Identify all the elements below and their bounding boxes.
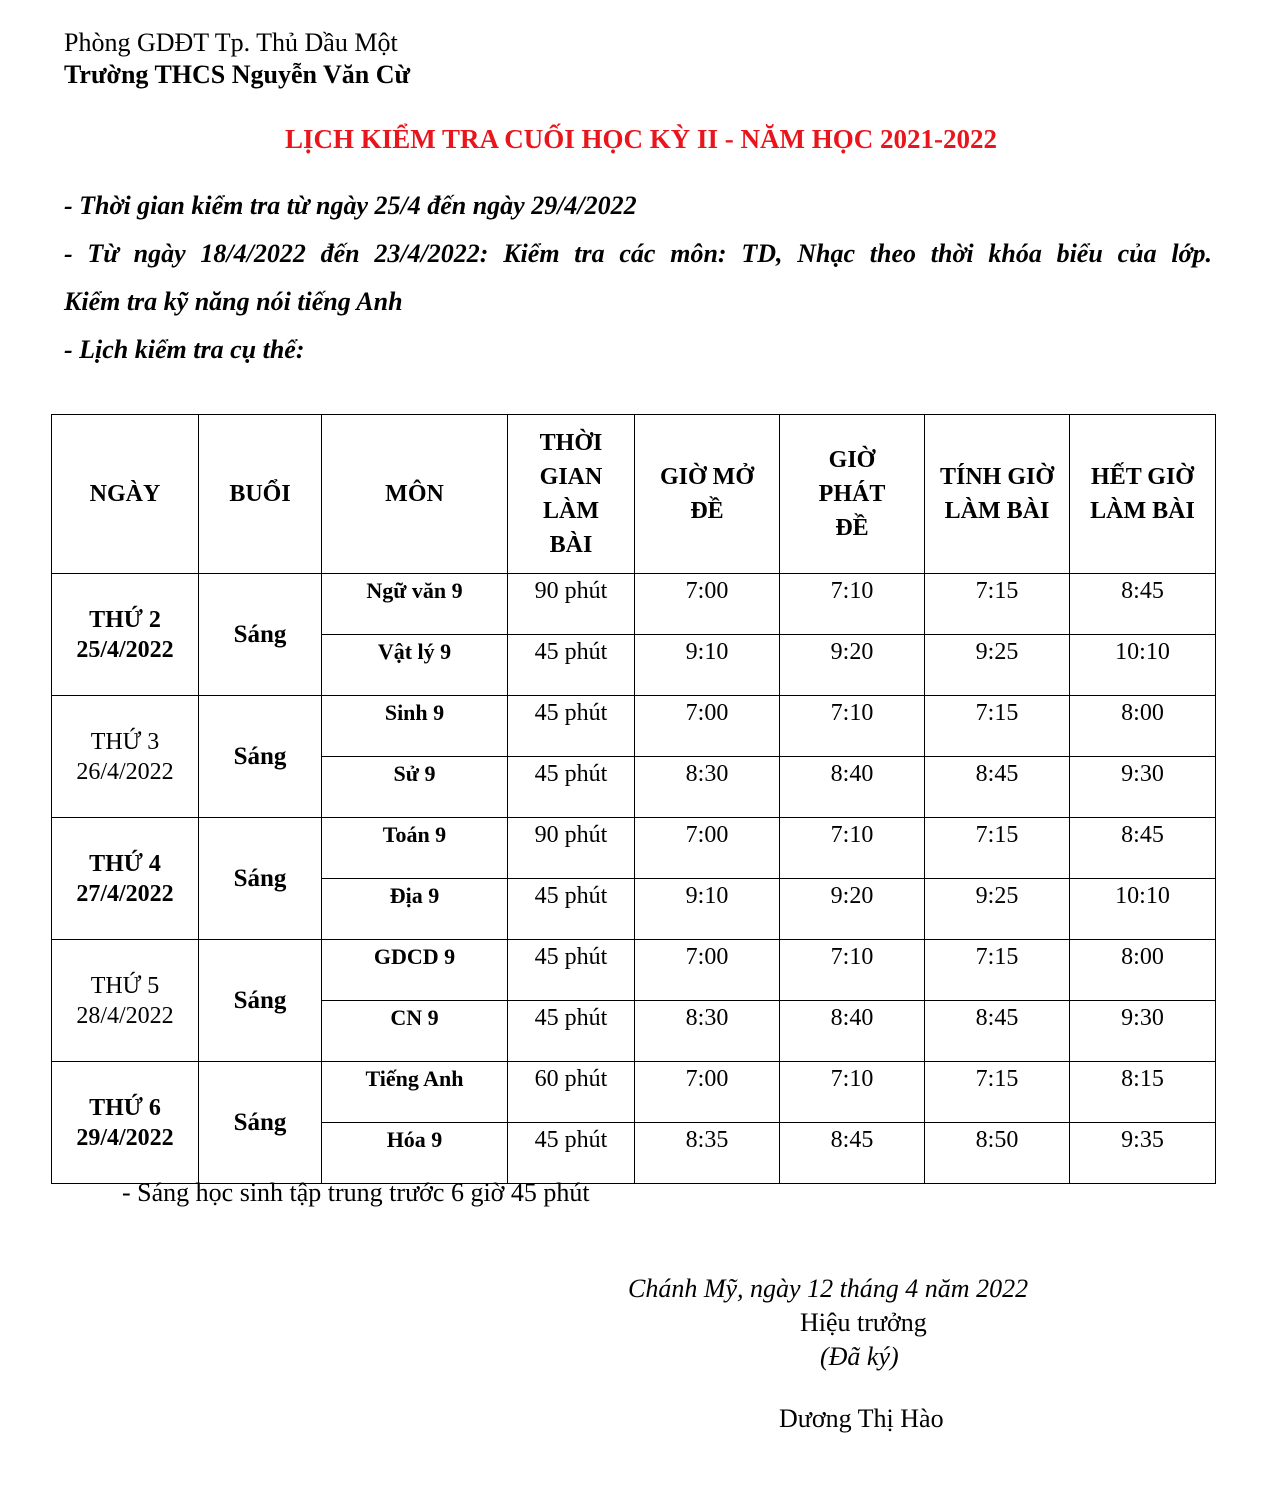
day-weekday: THỨ 5 — [90, 972, 160, 999]
cell-session: Sáng — [199, 818, 322, 940]
table-row — [52, 1062, 1216, 1123]
signature-signed: (Đã ký) — [820, 1342, 899, 1371]
table-row — [52, 940, 1216, 1001]
cell-distribute-time: 7:10 — [780, 818, 925, 879]
cell-duration: 45 phút — [508, 696, 635, 757]
cell-subject: Sử 9 — [322, 757, 508, 818]
cell-subject: GDCD 9 — [322, 940, 508, 1001]
cell-start-time: 8:50 — [925, 1123, 1070, 1184]
day-weekday: THỨ 3 — [90, 728, 160, 755]
cell-end-time: 10:10 — [1070, 879, 1216, 940]
cell-open-time: 8:30 — [635, 757, 780, 818]
cell-open-time: 7:00 — [635, 818, 780, 879]
assembly-note: - Sáng học sinh tập trung trước 6 giờ 45 phút — [122, 1178, 590, 1207]
cell-open-time: 9:10 — [635, 879, 780, 940]
cell-subject: Địa 9 — [322, 879, 508, 940]
cell-session: Sáng — [199, 696, 322, 818]
day-weekday: THỨ 2 — [89, 606, 161, 633]
day-weekday: THỨ 6 — [89, 1094, 161, 1121]
signature-place-date: Chánh Mỹ, ngày 12 tháng 4 năm 2022 — [628, 1274, 1029, 1303]
table-row — [52, 818, 1216, 879]
cell-day — [52, 818, 199, 940]
cell-subject: Ngữ văn 9 — [322, 574, 508, 635]
school-name: Trường THCS Nguyễn Văn Cừ — [64, 60, 411, 89]
cell-subject: Toán 9 — [322, 818, 508, 879]
intro-pe-music: - Từ ngày 18/4/2022 đến 23/4/2022: Kiểm tra các môn: TD, Nhạc theo thời khóa biểu của lớp. — [64, 239, 1212, 268]
cell-end-time: 9:35 — [1070, 1123, 1216, 1184]
cell-distribute-time: 7:10 — [780, 940, 925, 1001]
cell-distribute-time: 8:40 — [780, 757, 925, 818]
intro-exam-period: - Thời gian kiểm tra từ ngày 25/4 đến ngày 29/4/2022 — [64, 191, 637, 220]
table-row — [52, 696, 1216, 757]
cell-distribute-time: 7:10 — [780, 1062, 925, 1123]
day-date: 28/4/2022 — [76, 1002, 174, 1029]
cell-duration: 45 phút — [508, 879, 635, 940]
header-open-time: GIỜ MỞ ĐỀ — [635, 415, 780, 574]
cell-end-time: 8:00 — [1070, 940, 1216, 1001]
day-date: 27/4/2022 — [76, 880, 174, 907]
cell-start-time: 7:15 — [925, 940, 1070, 1001]
cell-open-time: 8:30 — [635, 1001, 780, 1062]
cell-distribute-time: 8:40 — [780, 1001, 925, 1062]
header-distribute-time: GIỜ PHÁT ĐỀ — [780, 415, 925, 574]
cell-duration: 45 phút — [508, 1123, 635, 1184]
cell-open-time: 8:35 — [635, 1123, 780, 1184]
intro-schedule-label: - Lịch kiểm tra cụ thể: — [64, 335, 305, 364]
cell-open-time: 7:00 — [635, 940, 780, 1001]
header-day: NGÀY — [52, 415, 199, 574]
cell-session: Sáng — [199, 574, 322, 696]
cell-start-time: 9:25 — [925, 879, 1070, 940]
exam-schedule-table — [51, 414, 1216, 1184]
cell-subject: Sinh 9 — [322, 696, 508, 757]
cell-session: Sáng — [199, 1062, 322, 1184]
table-row — [52, 574, 1216, 635]
cell-subject: CN 9 — [322, 1001, 508, 1062]
cell-open-time: 7:00 — [635, 1062, 780, 1123]
cell-distribute-time: 7:10 — [780, 574, 925, 635]
department-name: Phòng GDĐT Tp. Thủ Dầu Một — [64, 28, 398, 57]
cell-start-time: 9:25 — [925, 635, 1070, 696]
cell-duration: 45 phút — [508, 757, 635, 818]
cell-subject: Vật lý 9 — [322, 635, 508, 696]
cell-duration: 60 phút — [508, 1062, 635, 1123]
cell-distribute-time: 9:20 — [780, 879, 925, 940]
cell-start-time: 7:15 — [925, 574, 1070, 635]
cell-start-time: 8:45 — [925, 757, 1070, 818]
cell-distribute-time: 9:20 — [780, 635, 925, 696]
cell-subject: Tiếng Anh — [322, 1062, 508, 1123]
cell-duration: 45 phút — [508, 635, 635, 696]
cell-duration: 45 phút — [508, 940, 635, 1001]
cell-end-time: 10:10 — [1070, 635, 1216, 696]
cell-start-time: 7:15 — [925, 818, 1070, 879]
header-duration: THỜI GIAN LÀM BÀI — [508, 415, 635, 574]
cell-duration: 90 phút — [508, 818, 635, 879]
day-date: 29/4/2022 — [76, 1124, 174, 1151]
page-title: LỊCH KIỂM TRA CUỐI HỌC KỲ II - NĂM HỌC 2021-2022 — [284, 124, 998, 154]
cell-end-time: 9:30 — [1070, 1001, 1216, 1062]
cell-end-time: 8:15 — [1070, 1062, 1216, 1123]
cell-start-time: 7:15 — [925, 696, 1070, 757]
cell-day — [52, 1062, 199, 1184]
cell-open-time: 9:10 — [635, 635, 780, 696]
table-header-row — [52, 415, 1216, 574]
cell-day — [52, 940, 199, 1062]
signature-role: Hiệu trưởng — [800, 1308, 927, 1337]
cell-start-time: 8:45 — [925, 1001, 1070, 1062]
header-session: BUỔI — [199, 415, 322, 574]
cell-subject: Hóa 9 — [322, 1123, 508, 1184]
signature-name: Dương Thị Hào — [779, 1404, 944, 1433]
header-end-time: HẾT GIỜ LÀM BÀI — [1070, 415, 1216, 574]
day-date: 25/4/2022 — [76, 636, 174, 663]
cell-end-time: 8:00 — [1070, 696, 1216, 757]
header-subject: MÔN — [322, 415, 508, 574]
cell-distribute-time: 7:10 — [780, 696, 925, 757]
cell-distribute-time: 8:45 — [780, 1123, 925, 1184]
cell-duration: 45 phút — [508, 1001, 635, 1062]
cell-day — [52, 696, 199, 818]
cell-open-time: 7:00 — [635, 574, 780, 635]
cell-duration: 90 phút — [508, 574, 635, 635]
cell-end-time: 8:45 — [1070, 574, 1216, 635]
cell-day — [52, 574, 199, 696]
day-date: 26/4/2022 — [76, 758, 174, 785]
cell-open-time: 7:00 — [635, 696, 780, 757]
day-weekday: THỨ 4 — [89, 850, 161, 877]
cell-session: Sáng — [199, 940, 322, 1062]
cell-end-time: 9:30 — [1070, 757, 1216, 818]
header-start-time: TÍNH GIỜ LÀM BÀI — [925, 415, 1070, 574]
cell-end-time: 8:45 — [1070, 818, 1216, 879]
intro-english-speaking: Kiểm tra kỹ năng nói tiếng Anh — [64, 287, 403, 316]
cell-start-time: 7:15 — [925, 1062, 1070, 1123]
